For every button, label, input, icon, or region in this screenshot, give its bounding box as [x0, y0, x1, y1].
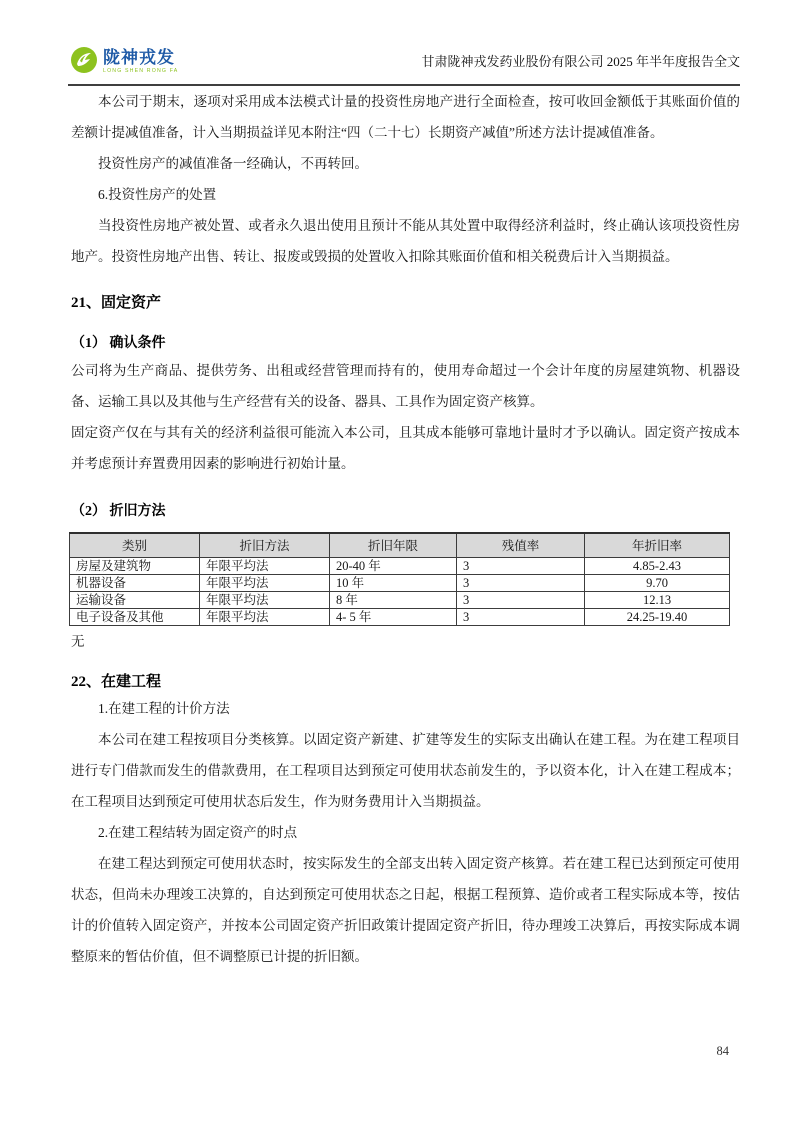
table-cell: 4.85-2.43: [585, 557, 730, 574]
para-cip-valuation: 本公司在建工程按项目分类核算。以固定资产新建、扩建等发生的实际支出确认在建工程。为在建工程项目进行专门借款而发生的借款费用，在工程项目达到预定可使用状态前发生的，予以资本化，计入在建工程成本；在工程项目达到预定可使用状态后发生，作为财务费用计入当期损益。: [71, 731, 740, 809]
brand-name-cn: 陇神戎发: [103, 48, 175, 67]
page-content: [71, 86, 740, 972]
table-cell: 3: [457, 608, 585, 625]
table-cell: 年限平均法: [200, 608, 330, 625]
para-investment-impairment: 本公司于期末，逐项对采用成本法模式计量的投资性房地产进行全面检查，按可收回金额低于其账面价值的差额计提减值准备，计入当期损益详见本附注“四（二十七）长期资产减值”所述方法计提减值准备。: [71, 94, 740, 140]
table-cell: 电子设备及其他: [70, 608, 200, 625]
note-none: 无: [71, 633, 85, 649]
table-row: [70, 557, 730, 574]
table-cell: 3: [457, 591, 585, 608]
table-cell: 4- 5 年: [330, 608, 457, 625]
table-cell: 10 年: [330, 574, 457, 591]
col-header-category: 类别: [70, 533, 200, 557]
section-21-heading: 21、固定资产: [71, 295, 162, 311]
table-cell: 20-40 年: [330, 557, 457, 574]
section-21-sub1-heading: （1） 确认条件: [71, 336, 166, 351]
table-header-row: [70, 533, 730, 557]
para-no-reversal: 投资性房产的减值准备一经确认，不再转回。: [98, 156, 368, 171]
para-fixed-asset-recognition-1: 公司将为生产商品、提供劳务、出租或经营管理而持有的，使用寿命超过一个会计年度的房屋建筑物、机器设备、运输工具以及其他与生产经营有关的设备、器具、工具作为固定资产核算。: [71, 363, 740, 409]
table-row: [70, 591, 730, 608]
col-header-annual-rate: 年折旧率: [585, 533, 730, 557]
table-cell: 8 年: [330, 591, 457, 608]
page-header: [68, 0, 740, 86]
table-row: [70, 574, 730, 591]
table-cell: 3: [457, 557, 585, 574]
logo-emblem-icon: [70, 46, 98, 74]
document-title: 甘肃陇神戎发药业股份有限公司 2025 年半年度报告全文: [421, 54, 740, 69]
item-2-title: 2.在建工程结转为固定资产的时点: [98, 824, 298, 840]
col-header-residual-rate: 残值率: [457, 533, 585, 557]
table-cell: 年限平均法: [200, 574, 330, 591]
table-row: [70, 608, 730, 625]
table-cell: 运输设备: [70, 591, 200, 608]
logo-text-block: [103, 46, 233, 77]
col-header-years: 折旧年限: [330, 533, 457, 557]
table-cell: 3: [457, 574, 585, 591]
section-21-sub2-heading: （2） 折旧方法: [71, 504, 166, 519]
brand-name-en: LONG SHEN RONG FA: [103, 67, 179, 74]
table-cell: 9.70: [585, 574, 730, 591]
item-1-title: 1.在建工程的计价方法: [98, 700, 230, 716]
table-cell: 24.25-19.40: [585, 608, 730, 625]
col-header-method: 折旧方法: [200, 533, 330, 557]
page-number: 84: [716, 1044, 729, 1058]
table-cell: 12.13: [585, 591, 730, 608]
table-cell: 房屋及建筑物: [70, 557, 200, 574]
section-22-heading: 22、在建工程: [71, 673, 162, 690]
table-cell: 年限平均法: [200, 557, 330, 574]
item-6-title: 6.投资性房产的处置: [98, 187, 217, 202]
company-logo: [70, 46, 233, 77]
depreciation-table: [69, 532, 730, 626]
para-investment-disposal: 当投资性房地产被处置、或者永久退出使用且预计不能从其处置中取得经济利益时，终止确认该项投资性房地产。投资性房地产出售、转让、报废或毁损的处置收入扣除其账面价值和相关税费后计入当期损益。: [71, 218, 740, 264]
para-cip-transfer: 在建工程达到预定可使用状态时，按实际发生的全部支出转入固定资产核算。若在建工程已达到预定可使用状态，但尚未办理竣工决算的，自达到预定可使用状态之日起，根据工程预算、造价或者工程实际成本等，按估计的价值转入固定资产，并按本公司固定资产折旧政策计提固定资产折旧，待办理竣工决算后，再按实际成本调整原来的暂估价值，但不调整原已计提的折旧额。: [71, 855, 740, 964]
table-cell: 机器设备: [70, 574, 200, 591]
para-fixed-asset-recognition-2: 固定资产仅在与其有关的经济利益很可能流入本公司，且其成本能够可靠地计量时才予以确认。固定资产按成本并考虑预计弃置费用因素的影响进行初始计量。: [71, 425, 740, 471]
table-cell: 年限平均法: [200, 591, 330, 608]
